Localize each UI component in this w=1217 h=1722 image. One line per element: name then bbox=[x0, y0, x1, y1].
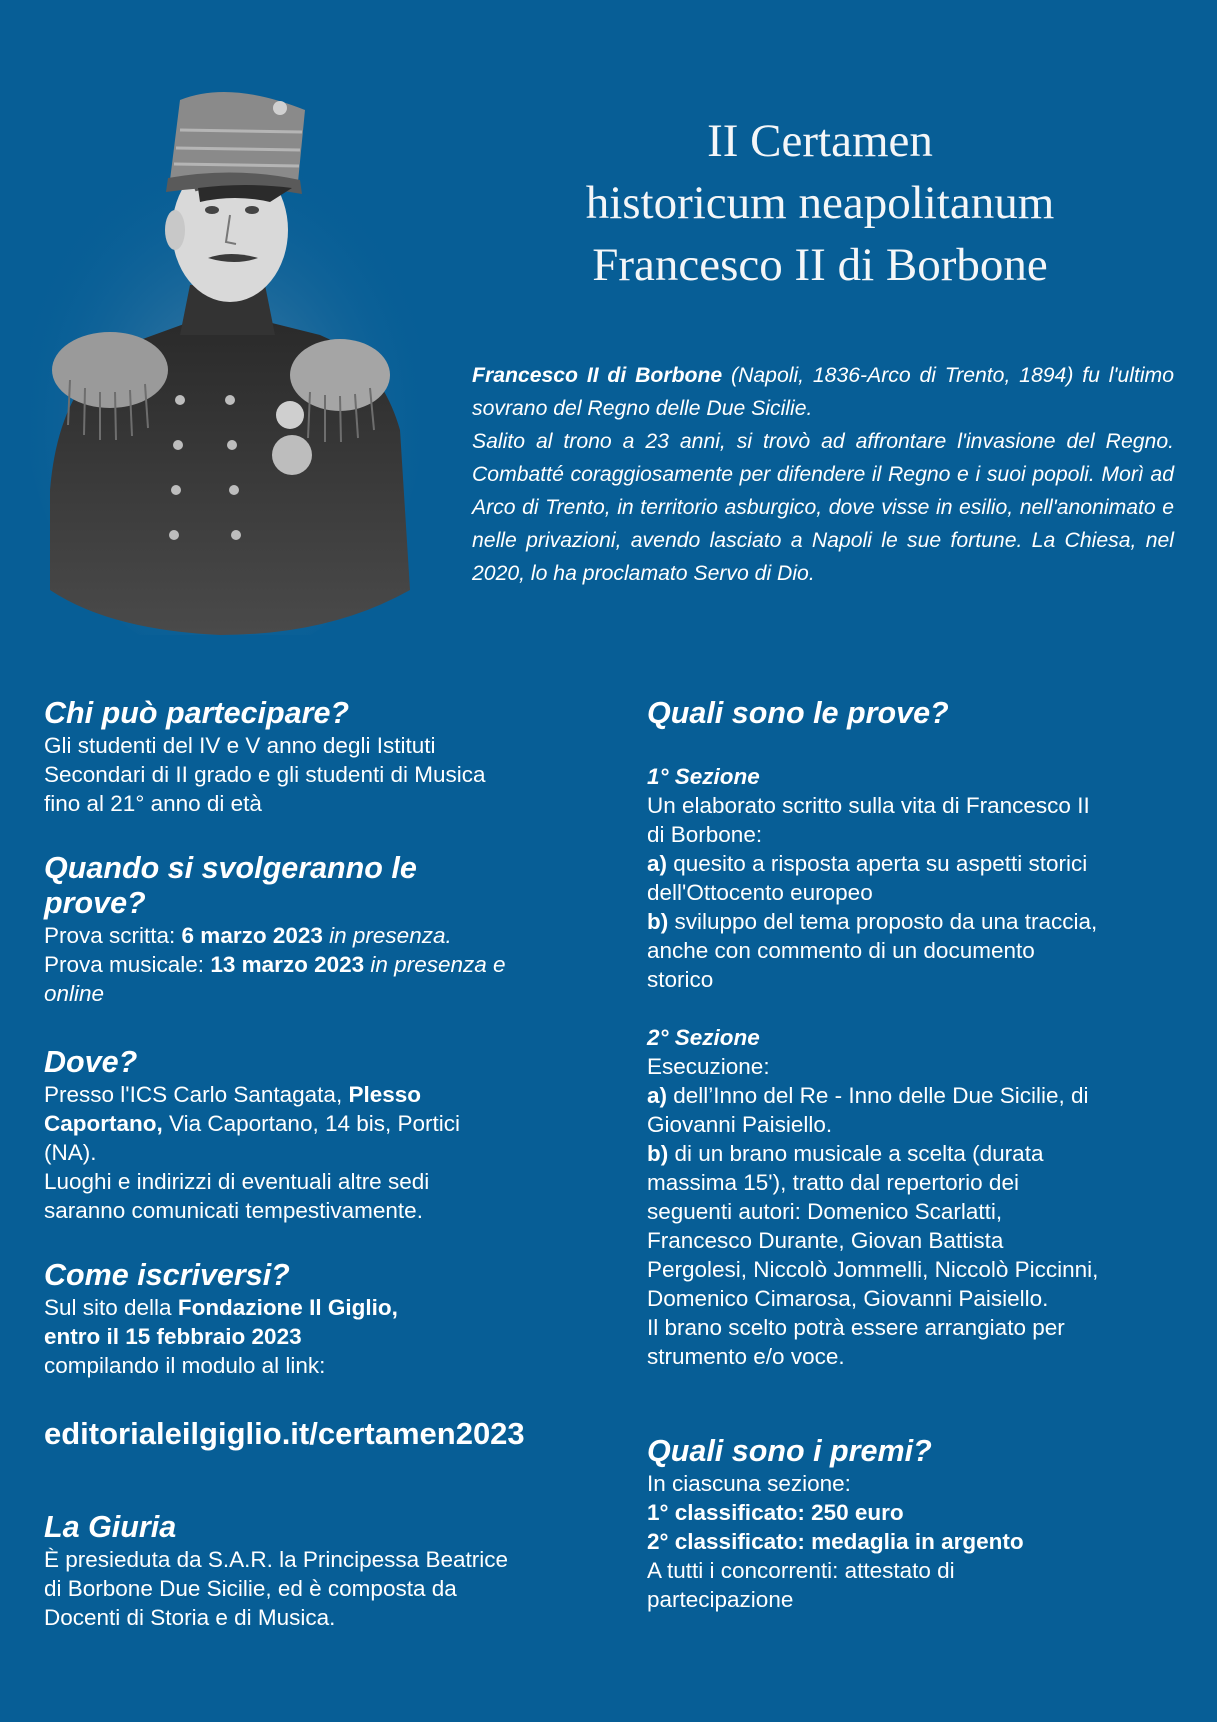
register-text: Sul sito della bbox=[44, 1295, 178, 1320]
prizes-text: A tutti i concorrenti: attestato di bbox=[647, 1558, 955, 1583]
title-line-3: Francesco II di Borbone bbox=[592, 239, 1048, 291]
item-b-text: storico bbox=[647, 967, 714, 992]
section-jury bbox=[44, 1510, 604, 1632]
item-b-text: Francesco Durante, Giovan Battista bbox=[647, 1228, 1004, 1253]
jury-line: di Borbone Due Sicilie, ed è composta da bbox=[44, 1576, 457, 1601]
title-line-1: II Certamen bbox=[707, 115, 933, 167]
section-1-text: Un elaborato scritto sulla vita di Francesco II bbox=[647, 793, 1090, 818]
prizes-heading: Quali sono i premi? bbox=[647, 1434, 932, 1468]
music-mode: in presenza e bbox=[364, 952, 506, 977]
item-b-text: Domenico Cimarosa, Giovanni Paisiello. bbox=[647, 1286, 1049, 1311]
written-mode: in presenza. bbox=[322, 923, 452, 948]
jury-line: Docenti di Storia e di Musica. bbox=[44, 1605, 336, 1630]
bio-name: Francesco II di Borbone bbox=[472, 364, 723, 387]
item-b-label: b) bbox=[647, 909, 669, 934]
registration-link[interactable]: editorialeilgiglio.it/certamen2023 bbox=[44, 1416, 525, 1451]
section-2-text: Esecuzione: bbox=[647, 1054, 770, 1079]
register-text: compilando il modulo al link: bbox=[44, 1353, 326, 1378]
written-test-line bbox=[44, 921, 604, 950]
item-a-text: quesito a risposta aperta su aspetti storici bbox=[667, 851, 1088, 876]
who-heading: Chi può partecipare? bbox=[44, 696, 350, 730]
jury-line: È presieduta da S.A.R. la Principessa Beatrice bbox=[44, 1547, 508, 1572]
where-text: Luoghi e indirizzi di eventuali altre sedi bbox=[44, 1169, 430, 1194]
bio-intro-text: (Napoli, 1836-Arco di Trento, 1894) fu l'ultimo sovrano del Regno delle Due Sicilie. bbox=[472, 364, 1174, 420]
section-where bbox=[44, 1045, 604, 1225]
section-1-text: di Borbone: bbox=[647, 822, 763, 847]
when-heading-2: prove? bbox=[44, 886, 146, 920]
where-text: (NA). bbox=[44, 1140, 97, 1165]
jury-heading: La Giuria bbox=[44, 1510, 177, 1544]
prizes-text: In ciascuna sezione: bbox=[647, 1471, 851, 1496]
item-b-text: Pergolesi, Niccolò Jommelli, Niccolò Piccinni, bbox=[647, 1257, 1099, 1282]
bio-body: Salito al trono a 23 anni, si trovò ad affrontare l'invasione del Regno. Combatté coraggiosamente per difendere il Regno e i suoi popoli. Morì ad Arco di Trento, in territorio asburgico, dove visse in esilio, nell'anonimato e nelle privazioni, avendo lasciato a Napoli le sue fortune. La Chiesa, nel 2020, lo ha proclamato Servo di Dio. bbox=[472, 430, 1174, 585]
portrait-image bbox=[30, 70, 420, 635]
written-date: 6 marzo 2023 bbox=[181, 923, 323, 948]
bio-intro bbox=[472, 359, 1174, 425]
music-mode-online: online bbox=[44, 981, 105, 1006]
section-tests bbox=[647, 696, 1187, 731]
music-test-line bbox=[44, 950, 604, 979]
item-a-label: a) bbox=[647, 1083, 668, 1108]
poster-title bbox=[470, 110, 1170, 296]
section-who bbox=[44, 696, 604, 818]
item-b-text: anche con commento di un documento bbox=[647, 938, 1035, 963]
tests-heading: Quali sono le prove? bbox=[647, 696, 949, 730]
item-a-text: dell’Inno del Re - Inno delle Due Sicilie, di bbox=[667, 1083, 1089, 1108]
when-heading-1: Quando si svolgeranno le bbox=[44, 851, 417, 885]
item-b-text: di un brano musicale a scelta (durata bbox=[668, 1141, 1044, 1166]
music-label: Prova musicale: bbox=[44, 952, 211, 977]
section-when bbox=[44, 851, 604, 1008]
section-2 bbox=[647, 1023, 1187, 1371]
item-b-text: sviluppo del tema proposto da una traccia, bbox=[668, 909, 1098, 934]
item-b-text: strumento e/o voce. bbox=[647, 1344, 845, 1369]
item-a-text: Giovanni Paisiello. bbox=[647, 1112, 833, 1137]
where-text: Via Caportano, 14 bis, Portici bbox=[162, 1111, 461, 1136]
item-a-text: dell'Ottocento europeo bbox=[647, 880, 873, 905]
section-1-title: 1° Sezione bbox=[647, 764, 760, 789]
section-1 bbox=[647, 762, 1187, 994]
item-b-text: Il brano scelto potrà essere arrangiato per bbox=[647, 1315, 1065, 1340]
register-heading: Come iscriversi? bbox=[44, 1258, 290, 1292]
who-line: fino al 21° anno di età bbox=[44, 791, 262, 816]
where-text: saranno comunicati tempestivamente. bbox=[44, 1198, 423, 1223]
item-b-label: b) bbox=[647, 1141, 669, 1166]
register-deadline: entro il 15 febbraio 2023 bbox=[44, 1324, 302, 1349]
where-heading: Dove? bbox=[44, 1045, 138, 1079]
register-bold: Fondazione Il Giglio, bbox=[177, 1295, 398, 1320]
first-prize: 1° classificato: 250 euro bbox=[647, 1500, 904, 1525]
who-line: Secondari di II grado e gli studenti di Musica bbox=[44, 762, 486, 787]
title-line-2: historicum neapolitanum bbox=[585, 177, 1055, 229]
music-date: 13 marzo 2023 bbox=[210, 952, 365, 977]
where-text: Presso l'ICS Carlo Santagata, bbox=[44, 1082, 349, 1107]
section-register bbox=[44, 1258, 604, 1380]
section-2-title: 2° Sezione bbox=[647, 1025, 760, 1050]
where-bold: Caportano, bbox=[44, 1111, 163, 1136]
biography bbox=[472, 359, 1174, 590]
item-b-text: massima 15'), tratto dal repertorio dei bbox=[647, 1170, 1019, 1195]
section-prizes bbox=[647, 1434, 1187, 1614]
written-label: Prova scritta: bbox=[44, 923, 182, 948]
where-bold: Plesso bbox=[348, 1082, 421, 1107]
item-b-text: seguenti autori: Domenico Scarlatti, bbox=[647, 1199, 1003, 1224]
prizes-text: partecipazione bbox=[647, 1587, 794, 1612]
item-a-label: a) bbox=[647, 851, 668, 876]
second-prize: 2° classificato: medaglia in argento bbox=[647, 1529, 1024, 1554]
who-line: Gli studenti del IV e V anno degli Istituti bbox=[44, 733, 436, 758]
